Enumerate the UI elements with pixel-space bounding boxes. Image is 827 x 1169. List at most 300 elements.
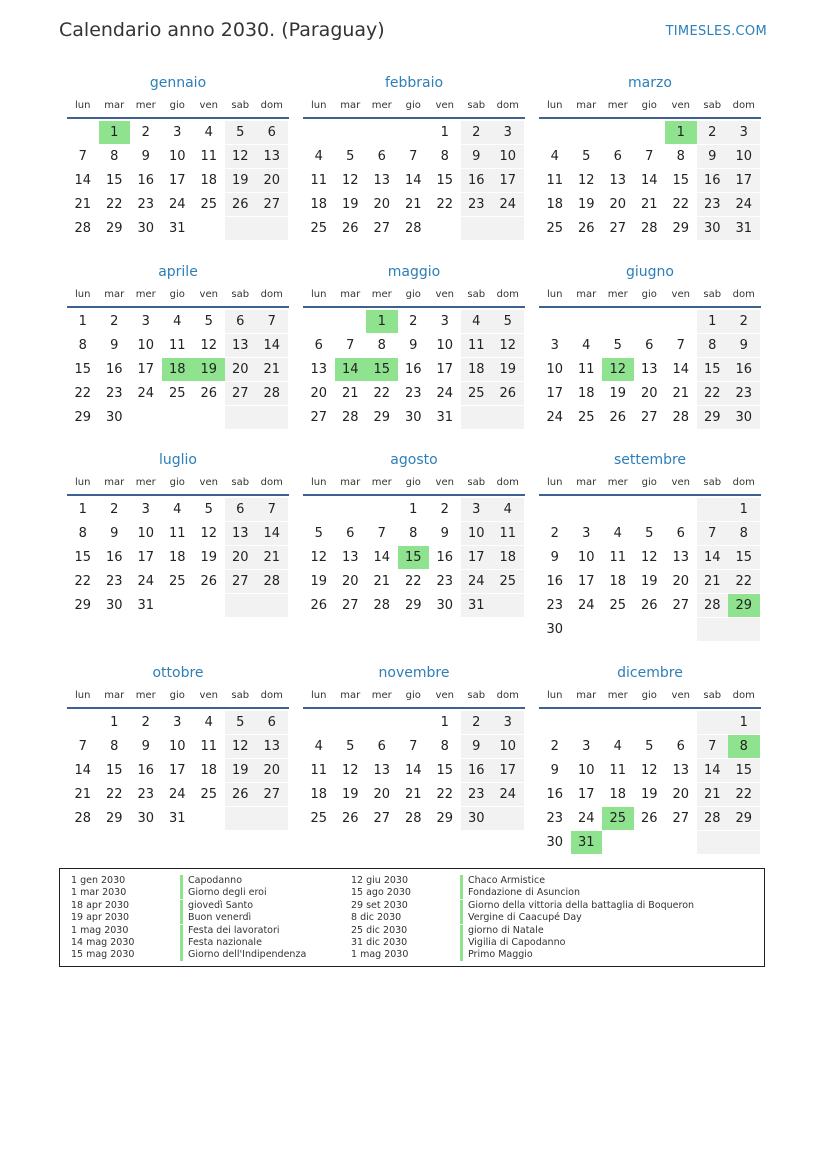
day-cell: 26 xyxy=(341,221,359,236)
day-cell: 6 xyxy=(225,310,257,333)
weekday-label: lun xyxy=(311,477,327,488)
day-cell: 17 xyxy=(577,787,595,802)
day-cell: 18 xyxy=(461,358,493,381)
day-cell: 17 xyxy=(492,169,524,192)
day-cell: 20 xyxy=(609,197,627,212)
day-cell: 11 xyxy=(310,763,328,778)
weekend-empty-cell xyxy=(728,831,760,854)
day-cell: 13 xyxy=(225,522,257,545)
weekday-label: ven xyxy=(199,477,218,488)
month-name: gennaio xyxy=(149,75,207,91)
weekday-label: ven xyxy=(435,289,454,300)
weekday-label: mer xyxy=(371,477,392,488)
day-cell: 28 xyxy=(74,221,92,236)
day-cell: 16 xyxy=(404,362,422,377)
day-cell: 18 xyxy=(310,197,328,212)
holiday-date: 15 mag 2030 xyxy=(71,949,135,961)
day-grid xyxy=(539,498,761,666)
month-febbraio xyxy=(303,73,525,289)
day-cell: 29 xyxy=(728,807,760,830)
weekday-label: mar xyxy=(576,477,597,488)
day-cell: 29 xyxy=(728,594,760,617)
day-cell: 10 xyxy=(577,763,595,778)
weekday-header xyxy=(303,288,525,308)
day-cell: 22 xyxy=(404,574,422,589)
day-cell: 17 xyxy=(436,362,454,377)
holiday-name: Capodanno xyxy=(180,875,242,887)
day-cell: 13 xyxy=(225,334,257,357)
day-cell: 22 xyxy=(728,783,760,806)
weekday-label: lun xyxy=(75,477,91,488)
weekday-label: mar xyxy=(340,690,361,701)
day-cell: 27 xyxy=(672,811,690,826)
day-cell: 23 xyxy=(461,193,493,216)
day-cell: 18 xyxy=(200,173,218,188)
holiday-date: 1 mar 2030 xyxy=(71,887,127,899)
weekday-label: gio xyxy=(169,477,185,488)
day-cell: 18 xyxy=(162,358,194,381)
day-cell: 10 xyxy=(168,149,186,164)
day-cell: 4 xyxy=(314,739,323,754)
weekend-empty-cell xyxy=(256,217,288,240)
weekday-header xyxy=(303,476,525,496)
day-cell: 2 xyxy=(728,310,760,333)
day-cell: 30 xyxy=(728,406,760,429)
day-cell: 4 xyxy=(613,739,622,754)
holiday-name: giorno di Natale xyxy=(460,925,544,937)
day-cell: 28 xyxy=(404,221,422,236)
day-cell: 30 xyxy=(105,410,123,425)
weekday-label: mar xyxy=(104,690,125,701)
holiday-list xyxy=(59,868,765,967)
day-cell: 5 xyxy=(225,121,257,144)
brand-link[interactable]: TIMESLES.COM xyxy=(665,24,767,39)
day-cell: 27 xyxy=(310,410,328,425)
day-cell: 1 xyxy=(440,125,449,140)
day-cell: 28 xyxy=(672,410,690,425)
day-cell: 10 xyxy=(168,739,186,754)
day-cell: 9 xyxy=(550,763,559,778)
month-luglio xyxy=(67,450,289,666)
day-cell: 30 xyxy=(461,807,493,830)
day-cell: 15 xyxy=(728,759,760,782)
day-cell: 28 xyxy=(697,807,729,830)
day-cell: 6 xyxy=(256,121,288,144)
day-cell: 26 xyxy=(225,783,257,806)
day-cell: 28 xyxy=(373,598,391,613)
day-cell: 31 xyxy=(461,594,493,617)
day-cell: 27 xyxy=(373,221,391,236)
day-cell: 11 xyxy=(168,338,186,353)
day-cell: 6 xyxy=(314,338,323,353)
day-cell: 19 xyxy=(341,197,359,212)
day-cell: 3 xyxy=(141,502,150,517)
day-cell: 23 xyxy=(404,386,422,401)
holiday-name: Vergine di Caacupé Day xyxy=(460,912,582,924)
day-cell: 20 xyxy=(341,574,359,589)
weekday-label: mar xyxy=(340,477,361,488)
day-cell: 11 xyxy=(609,763,627,778)
day-cell: 4 xyxy=(173,314,182,329)
day-cell: 1 xyxy=(78,502,87,517)
day-cell: 21 xyxy=(74,197,92,212)
weekday-label: ven xyxy=(199,289,218,300)
day-cell: 7 xyxy=(676,338,685,353)
holiday-name: Festa dei lavoratori xyxy=(180,925,280,937)
day-cell: 16 xyxy=(697,169,729,192)
day-cell: 19 xyxy=(193,358,225,381)
day-cell: 19 xyxy=(492,358,524,381)
day-cell: 16 xyxy=(546,574,564,589)
day-cell: 7 xyxy=(409,739,418,754)
weekday-label: dom xyxy=(260,690,283,701)
weekday-label: sab xyxy=(231,100,250,111)
day-cell: 2 xyxy=(461,711,493,734)
weekday-label: lun xyxy=(75,100,91,111)
day-cell: 31 xyxy=(168,221,186,236)
month-name: novembre xyxy=(378,665,450,681)
day-cell: 22 xyxy=(436,787,454,802)
day-cell: 12 xyxy=(341,763,359,778)
day-cell: 27 xyxy=(256,193,288,216)
day-cell: 26 xyxy=(577,221,595,236)
weekend-empty-cell xyxy=(697,498,729,521)
weekend-empty-cell xyxy=(225,807,257,830)
day-cell: 13 xyxy=(341,550,359,565)
day-cell: 3 xyxy=(173,125,182,140)
day-cell: 15 xyxy=(74,362,92,377)
day-cell: 21 xyxy=(697,570,729,593)
day-cell: 31 xyxy=(436,410,454,425)
holiday-name: Giorno della vittoria della battaglia di Boqueron xyxy=(460,900,694,912)
day-cell: 16 xyxy=(461,759,493,782)
day-cell: 16 xyxy=(546,787,564,802)
day-cell: 28 xyxy=(256,570,288,593)
day-cell: 17 xyxy=(492,759,524,782)
weekday-label: gio xyxy=(169,289,185,300)
day-cell: 6 xyxy=(256,711,288,734)
holiday-date: 31 dic 2030 xyxy=(351,937,408,948)
day-cell: 13 xyxy=(373,173,391,188)
day-cell: 7 xyxy=(78,149,87,164)
day-cell: 30 xyxy=(546,622,564,637)
day-cell: 12 xyxy=(225,735,257,758)
weekday-label: dom xyxy=(496,289,519,300)
day-cell: 3 xyxy=(173,715,182,730)
month-name: febbraio xyxy=(384,75,444,91)
day-cell: 11 xyxy=(492,522,524,545)
month-ottobre xyxy=(67,663,289,879)
weekday-header xyxy=(539,99,761,119)
day-cell: 12 xyxy=(492,334,524,357)
holiday-date: 14 mag 2030 xyxy=(71,937,135,948)
day-cell: 23 xyxy=(105,386,123,401)
day-cell: 9 xyxy=(550,550,559,565)
weekend-empty-cell xyxy=(256,594,288,617)
day-cell: 9 xyxy=(409,338,418,353)
day-grid xyxy=(303,498,525,666)
day-cell: 17 xyxy=(461,546,493,569)
day-cell: 31 xyxy=(137,598,155,613)
day-cell: 22 xyxy=(373,386,391,401)
day-cell: 4 xyxy=(173,502,182,517)
day-cell: 9 xyxy=(697,145,729,168)
day-grid xyxy=(67,711,289,879)
day-cell: 6 xyxy=(377,739,386,754)
weekday-label: mar xyxy=(340,289,361,300)
day-cell: 21 xyxy=(404,197,422,212)
day-cell: 1 xyxy=(440,715,449,730)
day-cell: 31 xyxy=(168,811,186,826)
day-cell: 21 xyxy=(672,386,690,401)
day-cell: 15 xyxy=(728,546,760,569)
day-cell: 18 xyxy=(609,574,627,589)
day-cell: 14 xyxy=(640,173,658,188)
day-cell: 23 xyxy=(137,197,155,212)
weekday-label: gio xyxy=(641,100,657,111)
day-cell: 4 xyxy=(550,149,559,164)
holiday-date: 15 ago 2030 xyxy=(351,887,411,899)
weekday-label: gio xyxy=(169,100,185,111)
holiday-name: Chaco Armistice xyxy=(460,875,545,887)
day-cell: 6 xyxy=(377,149,386,164)
day-cell: 22 xyxy=(672,197,690,212)
day-cell: 26 xyxy=(640,811,658,826)
day-cell: 5 xyxy=(645,739,654,754)
day-cell: 17 xyxy=(168,173,186,188)
weekday-label: mer xyxy=(135,100,156,111)
day-cell: 19 xyxy=(577,197,595,212)
weekday-label: mer xyxy=(135,289,156,300)
day-cell: 3 xyxy=(582,739,591,754)
day-cell: 13 xyxy=(256,145,288,168)
day-cell: 30 xyxy=(404,410,422,425)
day-cell: 20 xyxy=(672,574,690,589)
day-cell: 28 xyxy=(256,382,288,405)
weekday-label: mer xyxy=(607,477,628,488)
weekday-label: dom xyxy=(260,477,283,488)
day-cell: 28 xyxy=(404,811,422,826)
day-cell: 18 xyxy=(168,550,186,565)
day-cell: 3 xyxy=(461,498,493,521)
day-cell: 3 xyxy=(440,314,449,329)
day-cell: 1 xyxy=(409,502,418,517)
day-cell: 28 xyxy=(640,221,658,236)
weekday-label: sab xyxy=(467,477,486,488)
weekday-label: lun xyxy=(547,289,563,300)
day-cell: 11 xyxy=(546,173,564,188)
day-cell: 16 xyxy=(105,550,123,565)
day-cell: 14 xyxy=(404,173,422,188)
weekday-header xyxy=(539,476,761,496)
day-cell: 12 xyxy=(225,145,257,168)
day-cell: 8 xyxy=(110,149,119,164)
weekday-label: dom xyxy=(496,477,519,488)
page-title: Calendario anno 2030. (Paraguay) xyxy=(59,19,385,41)
day-cell: 29 xyxy=(697,406,729,429)
weekday-label: gio xyxy=(405,289,421,300)
weekday-header xyxy=(67,689,289,709)
day-cell: 21 xyxy=(697,783,729,806)
day-cell: 6 xyxy=(225,498,257,521)
day-cell: 2 xyxy=(409,314,418,329)
day-cell: 10 xyxy=(492,735,524,758)
day-cell: 10 xyxy=(436,338,454,353)
weekday-label: dom xyxy=(732,477,755,488)
weekday-label: sab xyxy=(467,289,486,300)
weekday-label: mar xyxy=(340,100,361,111)
day-cell: 19 xyxy=(640,787,658,802)
holiday-name: Giorno degli eroi xyxy=(180,887,267,899)
day-cell: 15 xyxy=(105,173,123,188)
day-cell: 24 xyxy=(461,570,493,593)
weekday-label: dom xyxy=(732,100,755,111)
weekday-label: dom xyxy=(496,690,519,701)
weekday-header xyxy=(67,99,289,119)
day-cell: 5 xyxy=(225,711,257,734)
day-cell: 21 xyxy=(341,386,359,401)
weekend-empty-cell xyxy=(728,618,760,641)
day-cell: 8 xyxy=(728,735,760,758)
day-cell: 11 xyxy=(168,526,186,541)
day-cell: 13 xyxy=(310,362,328,377)
day-cell: 7 xyxy=(377,526,386,541)
weekend-empty-cell xyxy=(492,217,524,240)
month-name: ottobre xyxy=(152,665,204,681)
day-cell: 17 xyxy=(168,763,186,778)
day-cell: 7 xyxy=(346,338,355,353)
day-cell: 11 xyxy=(461,334,493,357)
day-cell: 25 xyxy=(200,787,218,802)
day-cell: 14 xyxy=(74,763,92,778)
day-cell: 20 xyxy=(640,386,658,401)
day-cell: 4 xyxy=(314,149,323,164)
day-cell: 18 xyxy=(546,197,564,212)
day-cell: 27 xyxy=(640,410,658,425)
weekday-label: gio xyxy=(641,690,657,701)
day-cell: 17 xyxy=(137,550,155,565)
day-cell: 24 xyxy=(546,410,564,425)
day-cell: 21 xyxy=(256,546,288,569)
day-cell: 19 xyxy=(341,787,359,802)
day-cell: 24 xyxy=(492,193,524,216)
day-cell: 24 xyxy=(168,787,186,802)
day-cell: 30 xyxy=(697,217,729,240)
day-cell: 8 xyxy=(78,526,87,541)
day-cell: 17 xyxy=(577,574,595,589)
day-cell: 25 xyxy=(168,386,186,401)
day-cell: 29 xyxy=(373,410,391,425)
weekday-label: lun xyxy=(311,100,327,111)
day-cell: 2 xyxy=(110,314,119,329)
day-cell: 4 xyxy=(582,338,591,353)
day-cell: 10 xyxy=(137,338,155,353)
day-cell: 14 xyxy=(672,362,690,377)
holiday-name: Festa nazionale xyxy=(180,937,262,949)
month-name: aprile xyxy=(158,264,198,280)
day-cell: 19 xyxy=(609,386,627,401)
day-cell: 11 xyxy=(200,739,218,754)
day-cell: 15 xyxy=(105,763,123,778)
day-cell: 15 xyxy=(366,358,398,381)
day-cell: 21 xyxy=(373,574,391,589)
weekday-label: lun xyxy=(75,289,91,300)
month-maggio xyxy=(303,262,525,478)
day-cell: 18 xyxy=(577,386,595,401)
day-cell: 21 xyxy=(404,787,422,802)
day-cell: 7 xyxy=(256,310,288,333)
day-cell: 6 xyxy=(676,526,685,541)
day-cell: 9 xyxy=(461,145,493,168)
day-cell: 25 xyxy=(168,574,186,589)
day-cell: 21 xyxy=(74,787,92,802)
day-cell: 27 xyxy=(672,598,690,613)
day-cell: 7 xyxy=(409,149,418,164)
day-cell: 26 xyxy=(200,386,218,401)
day-cell: 13 xyxy=(373,763,391,778)
day-cell: 28 xyxy=(74,811,92,826)
holiday-date: 25 dic 2030 xyxy=(351,924,408,936)
day-cell: 8 xyxy=(377,338,386,353)
day-cell: 12 xyxy=(310,550,328,565)
day-cell: 6 xyxy=(645,338,654,353)
weekday-label: gio xyxy=(641,289,657,300)
day-cell: 19 xyxy=(200,550,218,565)
day-cell: 3 xyxy=(492,711,524,734)
day-cell: 5 xyxy=(492,310,524,333)
day-cell: 3 xyxy=(550,338,559,353)
holiday-name: giovedì Santo xyxy=(180,900,253,912)
month-gennaio xyxy=(67,73,289,289)
weekday-label: sab xyxy=(467,690,486,701)
day-cell: 25 xyxy=(310,811,328,826)
day-cell: 1 xyxy=(78,314,87,329)
day-cell: 26 xyxy=(492,382,524,405)
holiday-date: 18 apr 2030 xyxy=(71,899,130,911)
day-cell: 26 xyxy=(200,574,218,589)
weekday-label: mer xyxy=(607,289,628,300)
weekend-empty-cell xyxy=(697,618,729,641)
day-cell: 29 xyxy=(436,811,454,826)
day-cell: 30 xyxy=(137,221,155,236)
day-cell: 20 xyxy=(225,358,257,381)
month-name: marzo xyxy=(628,75,672,91)
day-cell: 10 xyxy=(461,522,493,545)
weekday-label: sab xyxy=(231,690,250,701)
day-cell: 2 xyxy=(440,502,449,517)
day-cell: 14 xyxy=(697,759,729,782)
day-cell: 17 xyxy=(137,362,155,377)
day-cell: 8 xyxy=(110,739,119,754)
holiday-date: 1 gen 2030 xyxy=(71,875,126,886)
day-cell: 12 xyxy=(602,358,634,381)
day-cell: 8 xyxy=(409,526,418,541)
day-cell: 10 xyxy=(577,550,595,565)
day-cell: 25 xyxy=(461,382,493,405)
weekend-empty-cell xyxy=(461,406,493,429)
weekday-label: mar xyxy=(104,289,125,300)
month-marzo xyxy=(539,73,761,289)
day-cell: 2 xyxy=(141,125,150,140)
day-cell: 24 xyxy=(577,811,595,826)
day-cell: 18 xyxy=(492,546,524,569)
day-cell: 8 xyxy=(440,149,449,164)
holiday-name: Primo Maggio xyxy=(460,949,533,961)
weekday-label: mer xyxy=(607,100,628,111)
weekend-empty-cell xyxy=(225,217,257,240)
weekday-label: ven xyxy=(199,690,218,701)
day-cell: 1 xyxy=(697,310,729,333)
